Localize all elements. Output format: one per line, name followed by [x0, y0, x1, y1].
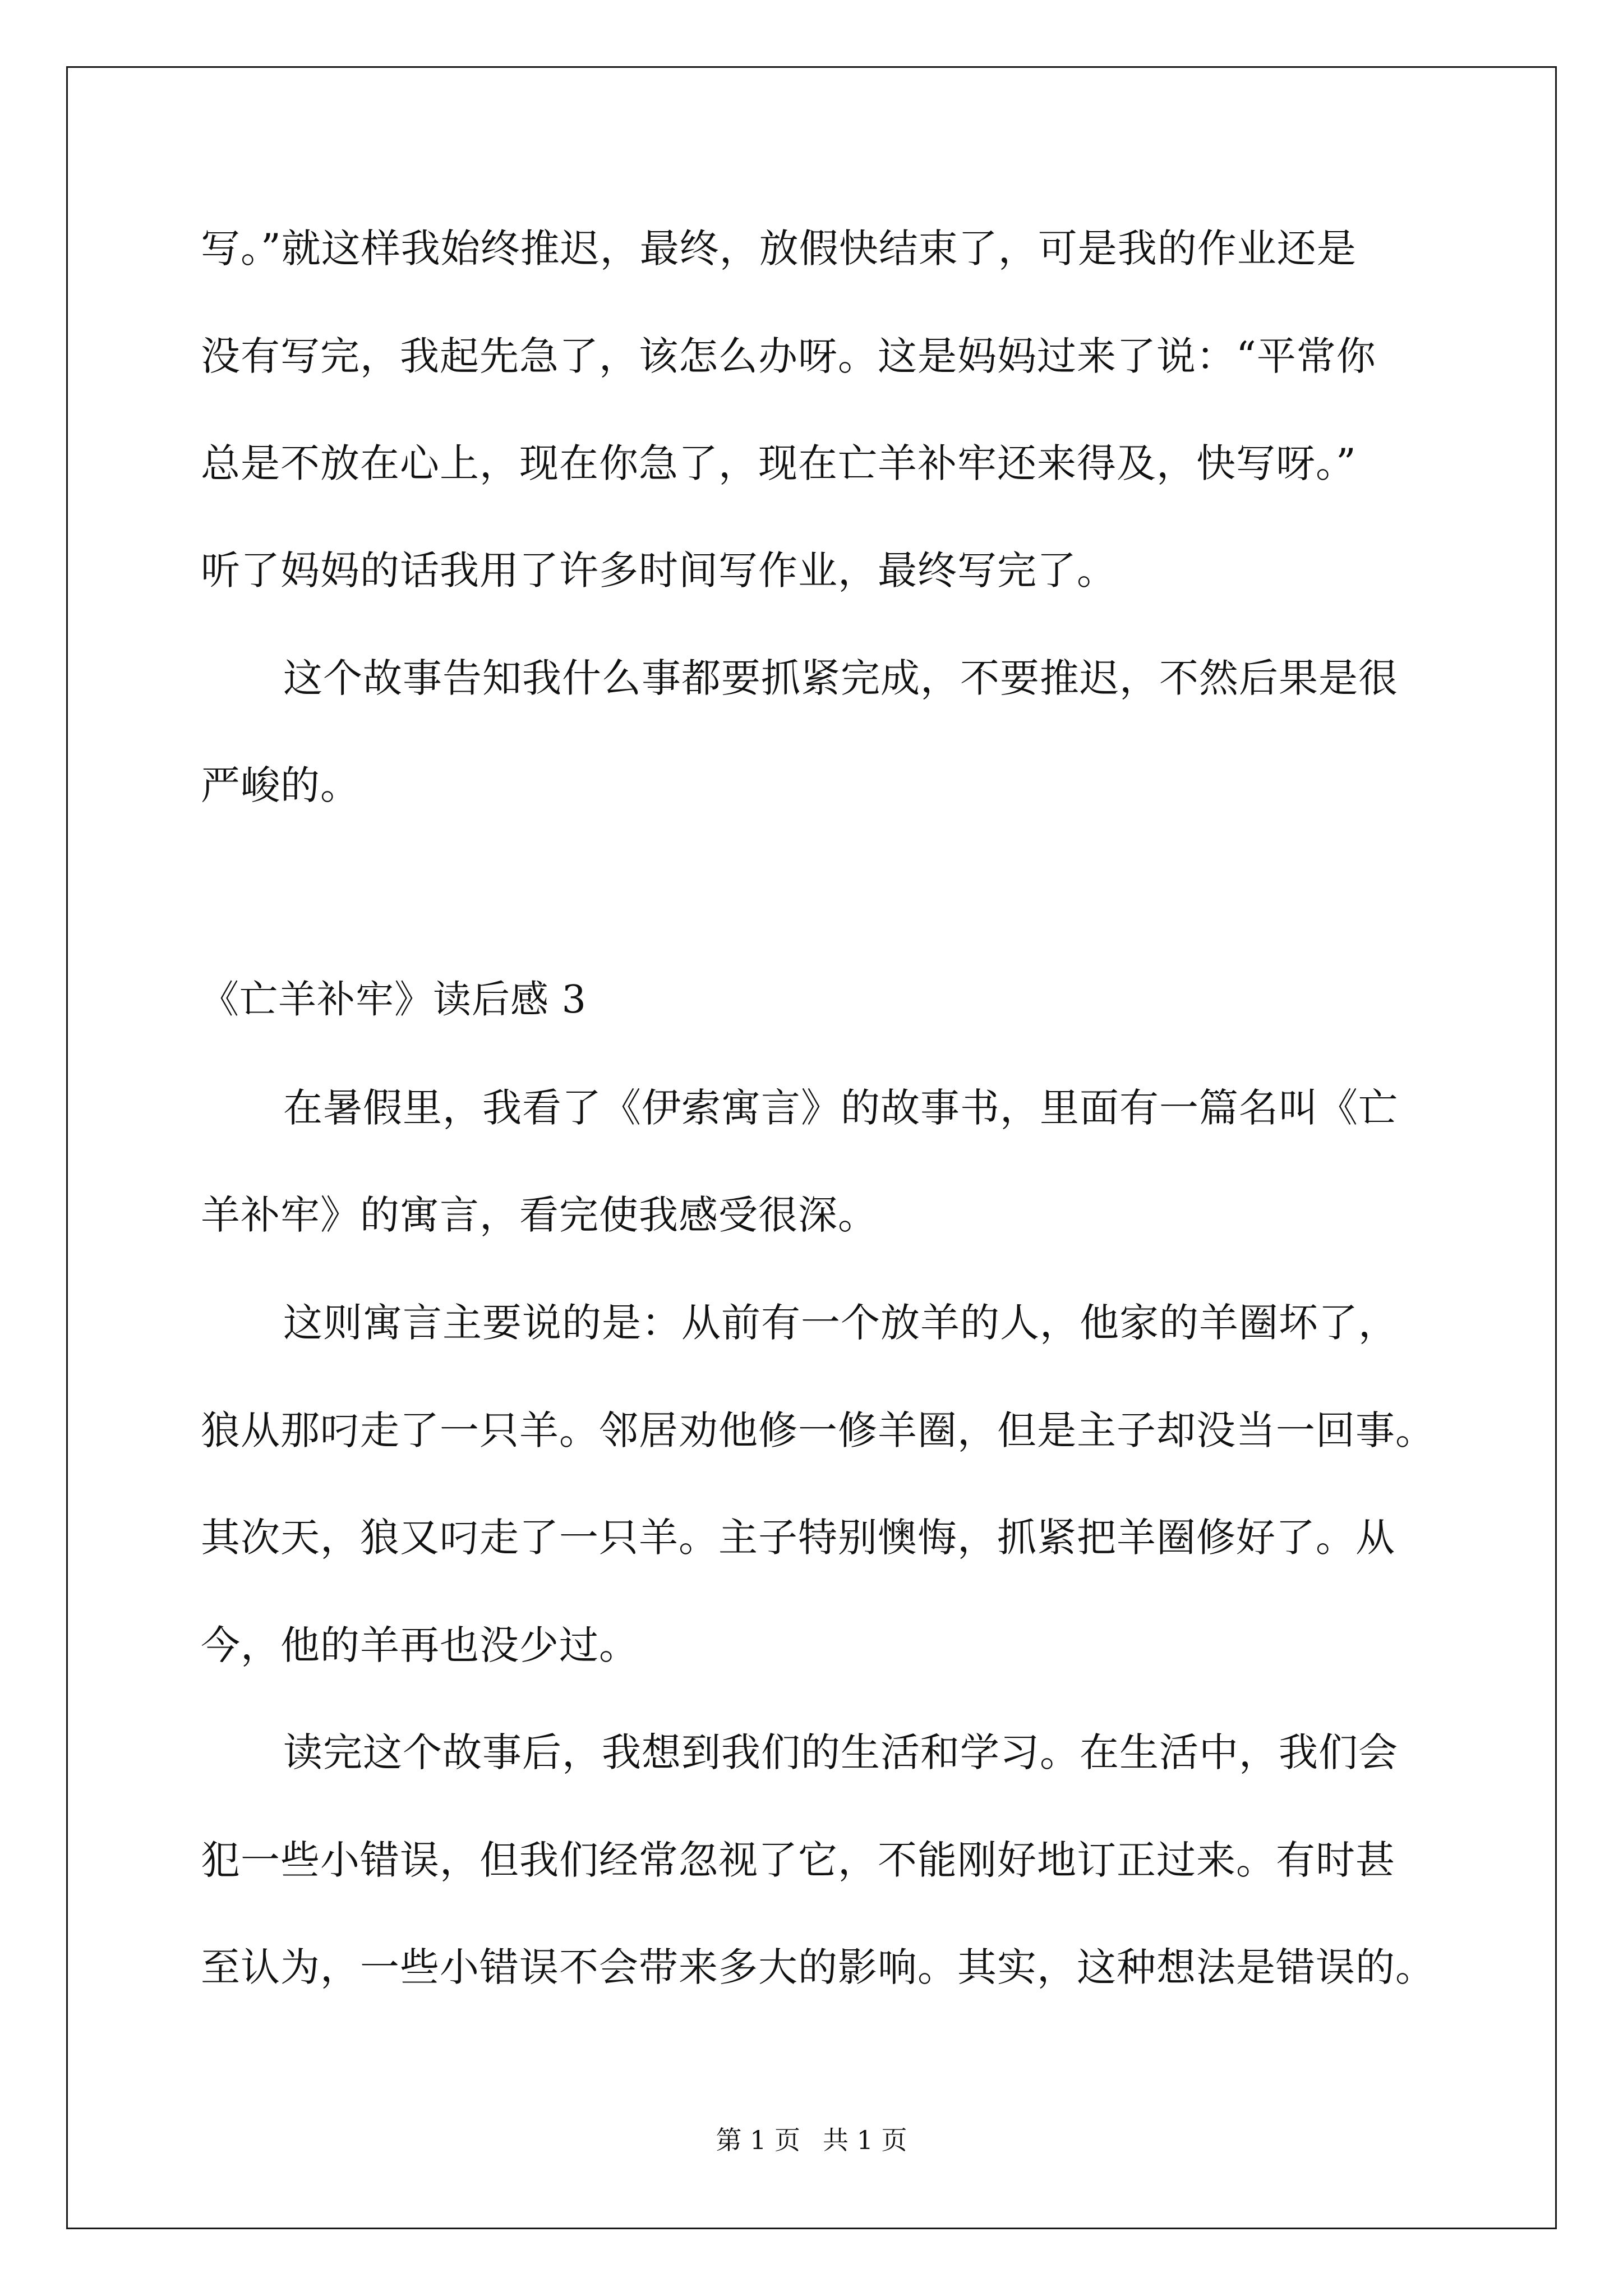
page-border: [66, 66, 1557, 2229]
body-text-line: 没有写完，我起先急了，该怎么办呀。这是妈妈过来了说：“平常你: [201, 333, 1376, 379]
paragraph-start-line: 这则寓言主要说的是：从前有一个放羊的人，他家的羊圈坏了，: [283, 1300, 1398, 1346]
page-footer: [0, 2123, 1623, 2157]
body-text-line: 其次天，狼又叼走了一只羊。主子特别懊悔，抓紧把羊圈修好了。从: [201, 1515, 1395, 1561]
section-heading: 《亡羊补牢》读后感 3: [201, 978, 587, 1022]
body-text-line: 狼从那叼走了一只羊。邻居劝他修一修羊圈，但是主子却没当一回事。: [201, 1407, 1435, 1453]
paragraph-start-line: 在暑假里，我看了《伊索寓言》的故事书，里面有一篇名叫《亡: [283, 1085, 1398, 1131]
body-text-line: 羊补牢》的寓言，看完使我感受很深。: [201, 1192, 878, 1238]
body-text-line: 犯一些小错误，但我们经常忽视了它，不能刚好地订正过来。有时甚: [201, 1837, 1395, 1883]
paragraph-start-line: 这个故事告知我什么事都要抓紧完成，不要推迟，不然后果是很: [283, 655, 1398, 701]
body-text-line: 至认为，一些小错误不会带来多大的影响。其实，这种想法是错误的。: [201, 1944, 1435, 1990]
body-text-line: 严峻的。: [201, 762, 360, 808]
paragraph-start-line: 读完这个故事后，我想到我们的生活和学习。在生活中，我们会: [283, 1729, 1398, 1775]
body-text-line: 总是不放在心上，现在你急了，现在亡羊补牢还来得及，快写呀。”: [201, 440, 1357, 486]
body-text-line: 听了妈妈的话我用了许多时间写作业，最终写完了。: [201, 547, 1117, 593]
body-text-line: 今，他的羊再也没少过。: [201, 1622, 639, 1668]
page-number: 第 1 页: [716, 2125, 800, 2155]
body-text-line: 写。”就这样我始终推迟，最终，放假快结束了，可是我的作业还是: [201, 226, 1357, 272]
page-total: 共 1 页: [823, 2125, 907, 2155]
